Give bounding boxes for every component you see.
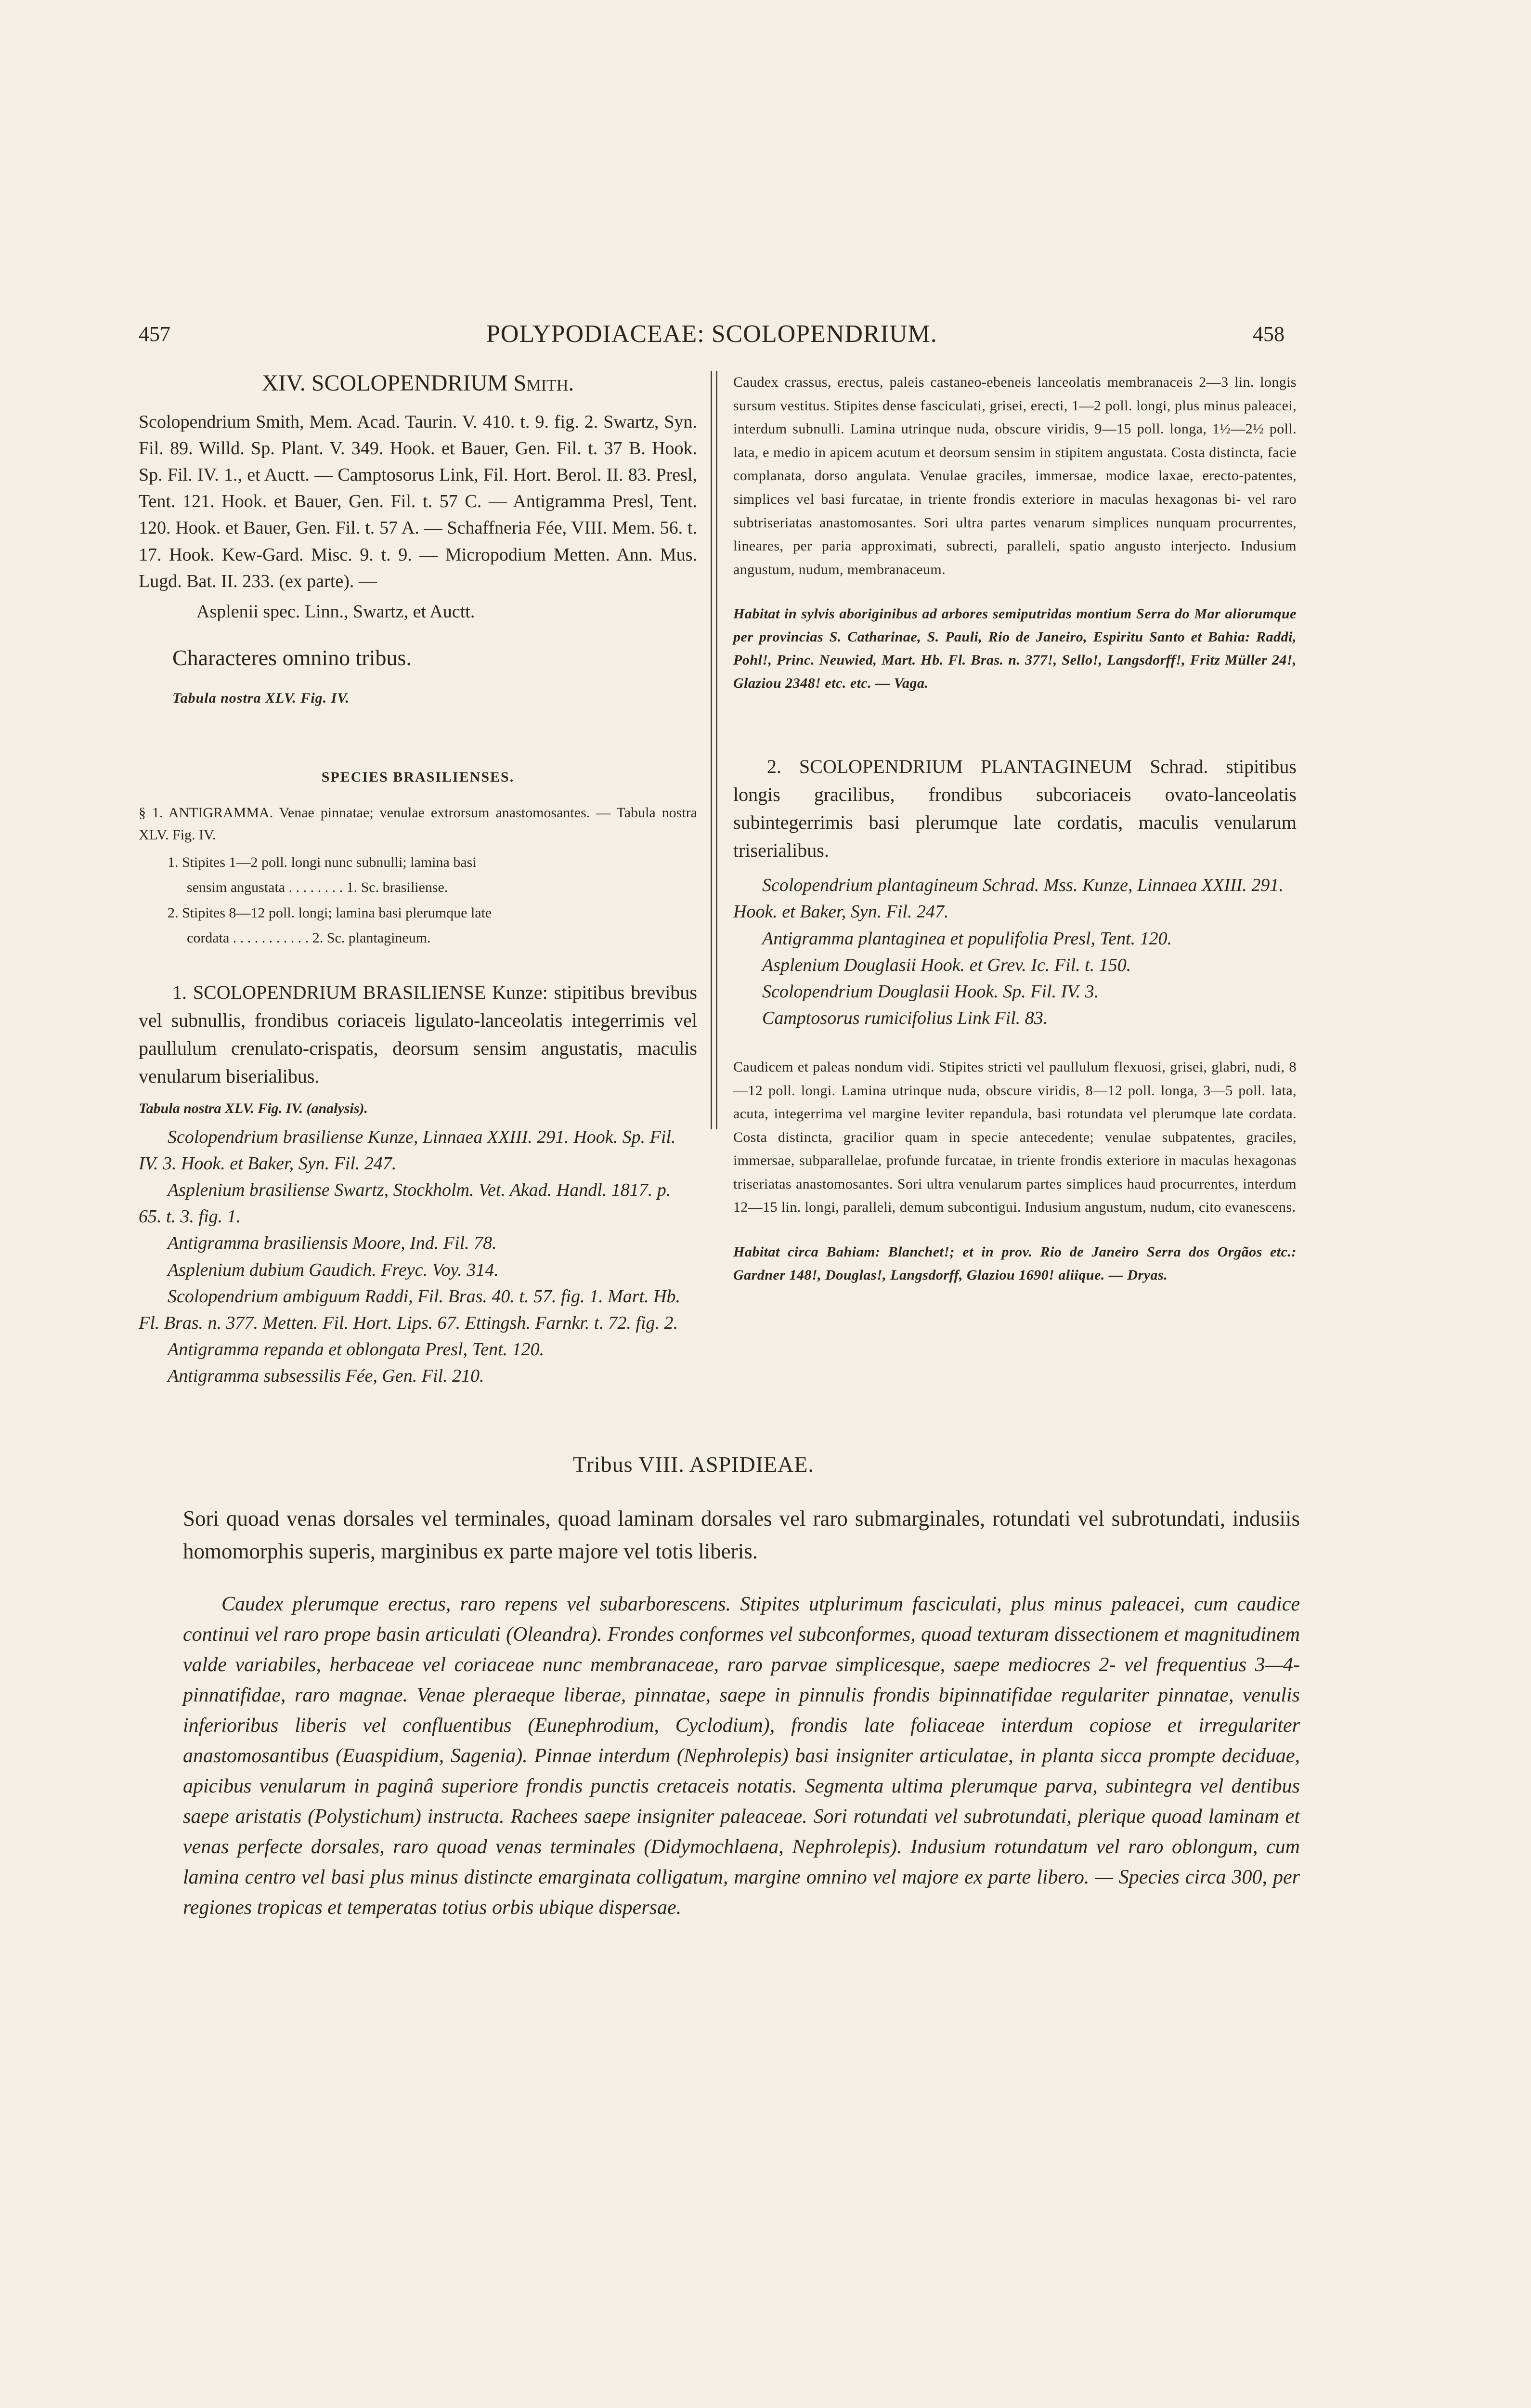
synonym-entry: Camptosorus rumicifolius Link Fil. 83.	[762, 1008, 1048, 1028]
species-key	[139, 802, 697, 950]
synonym-entry: Scolopendrium plantagineum Schrad. Mss. Kunze, Linnaea XXIII. 291. Hook. et Baker, Syn. Fil. 247.	[733, 875, 1284, 922]
species-2-habitat: Habitat circa Bahiam: Blanchet!; et in prov. Rio de Janeiro Serra dos Orgãos etc.: Gardner 148!, Douglas!, Langsdorff, Glaziou 1690! aliique. — Dryas.	[733, 1244, 1297, 1283]
page-number-right: 458	[1253, 322, 1284, 346]
synonym-entry: Antigramma repanda et oblongata Presl, Tent. 120.	[168, 1339, 545, 1360]
species-1-tabula: Tabula nostra XLV. Fig. IV. (analysis).	[139, 1100, 368, 1116]
species-2-diagnosis: 2. SCOLOPENDRIUM PLANTAGINEUM Schrad. stipitibus longis gracilibus, frondibus subcoriaceis ovato-lanceolatis subintegerrimis basi plerumque late cordatis, maculis venularum triserialibus.	[733, 756, 1297, 862]
key-item-2b: cordata . . . . . . . . . . . 2. Sc. plantagineum.	[187, 930, 431, 946]
synonym-entry: Antigramma brasiliensis Moore, Ind. Fil. 78.	[168, 1233, 497, 1254]
tribus-diagnosis: Sori quoad venas dorsales vel terminales, quoad laminam dorsales vel raro submarginales, rotundati vel subrotundati, indusiis homomorphis superis, marginibus ex parte majore vel totis liberis.	[183, 1506, 1300, 1563]
tribus-heading: Tribus VIII. ASPIDIEAE.	[573, 1452, 814, 1477]
synonym-entry: Scolopendrium ambiguum Raddi, Fil. Bras. 40. t. 57. fig. 1. Mart. Hb. Fl. Bras. n. 377. Metten. Fil. Hort. Lips. 67. Ettingsh. Farnkr. t. 72. fig. 2.	[139, 1286, 681, 1333]
key-section: § 1. ANTIGRAMMA. Venae pinnatae; venulae extrorsum anastomosantes. — Tabula nostra XLV. Fig. IV.	[139, 804, 697, 843]
right-column	[733, 371, 1297, 1287]
page-number-left: 457	[139, 322, 170, 346]
synonym-entry: Asplenium Douglasii Hook. et Grev. Ic. Fil. t. 150.	[762, 955, 1131, 975]
genus-heading: XIV. SCOLOPENDRIUM Smith.	[261, 370, 574, 396]
left-column	[139, 366, 697, 1389]
tabula-reference: Tabula nostra XLV. Fig. IV.	[172, 690, 350, 706]
running-title: POLYPODIACEAE: SCOLOPENDRIUM.	[486, 320, 937, 348]
species-heading: SPECIES BRASILIENSES.	[321, 769, 515, 785]
key-item-1a: 1. Stipites 1—2 poll. longi nunc subnulli; lamina basi	[168, 854, 477, 870]
synonym-entry: Asplenium dubium Gaudich. Freyc. Voy. 314.	[168, 1259, 499, 1280]
key-item-1b: sensim angustata . . . . . . . . 1. Sc. brasiliense.	[187, 879, 448, 896]
synonym-entry: Asplenium brasiliense Swartz, Stockholm. Vet. Akad. Handl. 1817. p. 65. t. 3. fig. 1.	[139, 1180, 671, 1227]
synonym-entry: Scolopendrium brasiliense Kunze, Linnaea XXIII. 291. Hook. Sp. Fil. IV. 3. Hook. et Baker, Syn. Fil. 247.	[139, 1127, 676, 1174]
genus-synonyms: Scolopendrium Smith, Mem. Acad. Taurin. V. 410. t. 9. fig. 2. Swartz, Syn. Fil. 89. Willd. Sp. Plant. V. 349. Hook. et Bauer, Gen. Fil. t. 37 B. Hook. Sp. Fil. IV. 1., et Auctt. — Camptosorus Link, Fil. Hort. Berol. II. 83. Presl, Tent. 121. Hook. et Bauer, Gen. Fil. t. 57 C. — Antigramma Presl, Tent. 120. Hook. et Bauer, Gen. Fil. t. 57 A. — Schaffneria Fée, VIII. Mem. 56. t. 17. Hook. Kew-Gard. Misc. 9. t. 9. — Micropodium Metten. Ann. Mus. Lugd. Bat. II. 233. (ex parte). —	[139, 412, 697, 591]
genus-synonyms-tail: Asplenii spec. Linn., Swartz, et Auctt.	[196, 601, 475, 622]
species-1-habitat: Habitat in sylvis aboriginibus ad arbores semiputridas montium Serra do Mar aliorumque per provincias S. Catharinae, S. Pauli, Rio de Janeiro, Espiritu Santo et Bahia: Raddi, Pohl!, Princ. Neuwied, Mart. Hb. Fl. Bras. n. 377!, Sello!, Langsdorff!, Fritz Müller 24!, Glaziou 2348! etc. etc. — Vaga.	[733, 606, 1297, 692]
tribus-description: Caudex plerumque erectus, raro repens vel subarborescens. Stipites utplurimum fasciculati, plus minus paleacei, cum caudice continui vel raro prope basin articulati (Oleandra). Frondes conformes vel subconformes, quoad texturam dissectionem et magnitudinem valde variabiles, herbaceae vel coriaceae nunc membranaceae, raro parvae simplicesque, saepe mediocres 2- vel frequentius 3—4-pinnatifidae, raro magnae. Venae pleraeque liberae, pinnatae, saepe in pinnulis frondis bipinnatifidae regulariter pinnatae, venulis inferioribus liberis vel confluentibus (Eunephrodium, Cyclodium), frondis late foliaceae interdum copiose et irregulariter anastomosantibus (Euaspidium, Sagenia). Pinnae interdum (Nephrolepis) basi insigniter articulatae, in planta sicca prompte deciduae, apicibus venularum in paginâ superiore frondis punctis cretaceis notatis. Segmenta ultima plerumque parva, subintegra vel dentibus saepe aristatis (Polystichum) instructa. Rachees saepe insigniter paleaceae. Sori rotundati vel subrotundati, plerique quoad laminam et venas perfecte dorsales, raro quoad venas terminales (Didymochlaena, Nephrolepis). Indusium rotundatum vel raro oblongum, cum lamina centro vel basi plus minus distincte emarginata colligatum, margine omnino vel majore ex parte libero. — Species circa 300, per regiones tropicas et temperatas totius orbis ubique dispersae.	[183, 1593, 1300, 1919]
species-1-synonyms	[139, 1124, 697, 1389]
synonym-entry: Scolopendrium Douglasii Hook. Sp. Fil. IV. 3.	[762, 981, 1099, 1002]
key-item-2a: 2. Stipites 8—12 poll. longi; lamina basi plerumque late	[168, 904, 492, 921]
column-divider	[711, 371, 717, 1129]
species-2-synonyms	[733, 872, 1297, 1032]
synonym-entry: Antigramma plantaginea et populifolia Presl, Tent. 120.	[762, 928, 1172, 949]
species-1-diagnosis: 1. SCOLOPENDRIUM BRASILIENSE Kunze: stipitibus brevibus vel subnullis, frondibus coriaceis ligulato-lanceolatis integerrimis vel paullulum crenulato-crispatis, deorsum sensim angustatis, maculis venularum biserialibus.	[139, 981, 697, 1087]
synonym-entry: Antigramma subsessilis Fée, Gen. Fil. 210.	[168, 1365, 484, 1386]
species-2-description: Caudicem et paleas nondum vidi. Stipites stricti vel paullulum flexuosi, grisei, glabri, nudi, 8—12 poll. longi. Lamina utrinque nuda, obscure viridis, 8—12 poll. longa, 3—5 poll. lata, acuta, integerrima vel margine leviter repandula, basi rotundata vel plerumque late cordata. Costa distincta, gracilior quam in specie antecedente; venulae subpatentes, graciles, immersae, subparallelae, profunde furcatae, in triente frondis exteriore in maculas hexagonas triseriatas anastomosantes. Sori ultra venularum partes simplices haud procurrentes, interdum 12—15 lin. longi, paralleli, demum subcontigui. Indusium angustum, nudum, cito evanescens.	[733, 1059, 1297, 1216]
species-1-description: Caudex crassus, erectus, paleis castaneo-ebeneis lanceolatis membranaceis 2—3 lin. longis sursum vestitus. Stipites dense fasciculati, grisei, erecti, 1—2 poll. longi, plus minus paleacei, interdum subnulli. Lamina utrinque nuda, obscure viridis, 9—15 poll. longa, 1½—2½ poll. lata, e medio in apicem acutum et deorsum sensim in stipitem angustata. Costa distincta, facie complanata, dorso angulata. Venulae graciles, immersae, modice laxae, erecto-patentes, simplices vel basi furcatae, in triente frondis exteriore in maculas hexagonas bi- vel raro subtriseriatas anastomosantes. Sori ultra partes venarum simplices nunquam procurrentes, lineares, per paria approximati, subrecti, paralleli, spatio angusto interjecto. Indusium angustum, nudum, membranaceum.	[733, 374, 1297, 577]
characteres-line: Characteres omnino tribus.	[172, 645, 412, 670]
